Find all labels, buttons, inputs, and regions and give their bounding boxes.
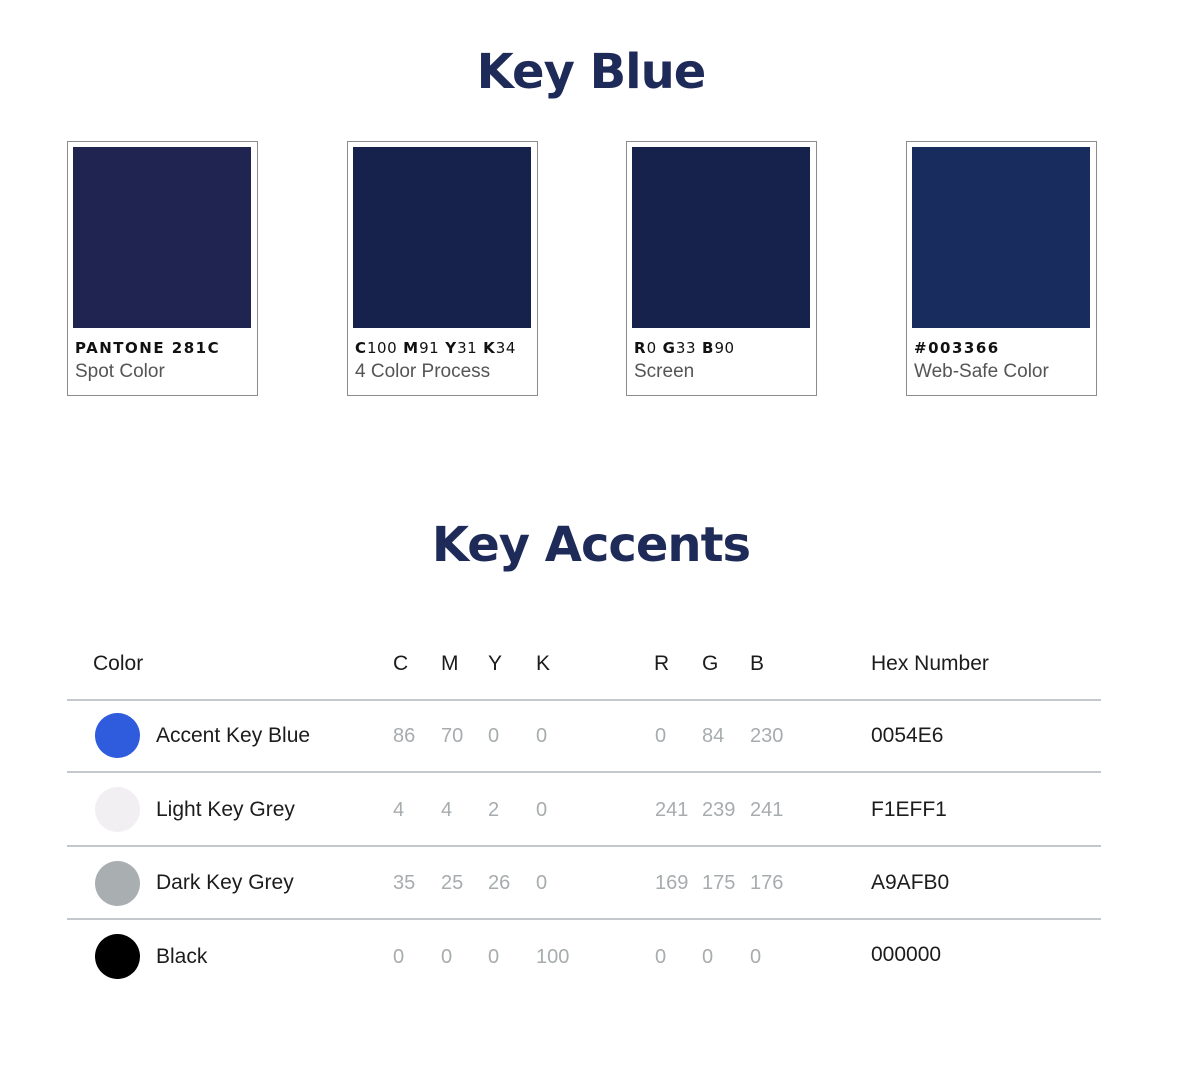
swatch-spec: PANTONE 281C (75, 339, 221, 357)
swatch-card-rgb (626, 141, 817, 396)
swatch-spec (634, 339, 741, 357)
swatch-color (353, 147, 531, 328)
swatch-description: Web-Safe Color (914, 361, 1049, 382)
spec-letter: C (355, 339, 368, 357)
row-y: 0 (488, 725, 500, 747)
color-dot (95, 934, 140, 979)
row-hex: 000000 (871, 943, 942, 966)
spec-value: 0 (646, 339, 657, 357)
color-dot (95, 787, 140, 832)
color-dot (95, 713, 140, 758)
row-b: 176 (750, 872, 784, 894)
row-c: 86 (393, 725, 416, 747)
row-hex: 0054E6 (871, 724, 944, 747)
row-r: 0 (655, 946, 667, 968)
row-k: 0 (536, 799, 548, 821)
spec-letter: B (702, 339, 715, 357)
row-b: 0 (750, 946, 762, 968)
spec-letter: G (662, 339, 676, 357)
row-b: 241 (750, 799, 784, 821)
header-y: Y (488, 652, 503, 675)
key-blue-title: Key Blue (476, 44, 706, 100)
swatch-card-pantone (67, 141, 258, 396)
row-g: 0 (702, 946, 714, 968)
spec-value: 100 (367, 339, 398, 357)
key-accents-title: Key Accents (431, 517, 751, 573)
row-m: 25 (441, 872, 464, 894)
row-g: 239 (702, 799, 736, 821)
table-divider (67, 771, 1101, 773)
row-hex: A9AFB0 (871, 871, 950, 894)
spec-letter: K (483, 339, 496, 357)
row-name: Light Key Grey (156, 798, 295, 821)
row-c: 4 (393, 799, 405, 821)
header-color: Color (93, 652, 144, 675)
table-divider (67, 845, 1101, 847)
row-r: 0 (655, 725, 667, 747)
row-y: 0 (488, 946, 500, 968)
spec-value: 90 (714, 339, 735, 357)
row-k: 0 (536, 725, 548, 747)
row-m: 4 (441, 799, 453, 821)
row-r: 169 (655, 872, 689, 894)
swatch-color (912, 147, 1090, 328)
row-b: 230 (750, 725, 784, 747)
header-m: M (441, 652, 459, 675)
header-b: B (750, 652, 765, 675)
swatch-spec (355, 339, 522, 357)
spec-letter: M (403, 339, 420, 357)
swatch-spec: #003366 (914, 339, 1000, 357)
row-name: Dark Key Grey (156, 871, 294, 894)
header-k: K (536, 652, 551, 675)
spec-letter: Y (445, 339, 458, 357)
header-hex: Hex Number (871, 652, 989, 675)
table-divider (67, 699, 1101, 701)
row-g: 175 (702, 872, 736, 894)
spec-value: 34 (495, 339, 516, 357)
row-name: Accent Key Blue (156, 724, 311, 747)
spec-letter: R (634, 339, 647, 357)
spec-value: 33 (675, 339, 697, 357)
row-k: 0 (536, 872, 548, 894)
row-m: 0 (441, 946, 453, 968)
row-r: 241 (655, 799, 689, 821)
row-k: 100 (536, 946, 570, 968)
row-name: Black (156, 945, 208, 968)
spec-value: 91 (419, 339, 440, 357)
row-hex: F1EFF1 (871, 798, 947, 821)
row-c: 0 (393, 946, 405, 968)
swatch-description: Screen (634, 361, 695, 382)
swatch-color (632, 147, 810, 328)
color-dot (95, 861, 140, 906)
header-r: R (654, 652, 670, 675)
row-y: 26 (488, 872, 511, 894)
swatch-card-cmyk (347, 141, 538, 396)
row-y: 2 (488, 799, 500, 821)
row-c: 35 (393, 872, 416, 894)
row-m: 70 (441, 725, 464, 747)
row-g: 84 (702, 725, 725, 747)
swatch-description: 4 Color Process (355, 361, 491, 382)
swatch-description: Spot Color (75, 361, 165, 382)
header-g: G (702, 652, 719, 675)
table-divider (67, 918, 1101, 920)
header-c: C (393, 652, 409, 675)
swatch-color (73, 147, 251, 328)
spec-value: 31 (457, 339, 478, 357)
swatch-card-web (906, 141, 1097, 396)
